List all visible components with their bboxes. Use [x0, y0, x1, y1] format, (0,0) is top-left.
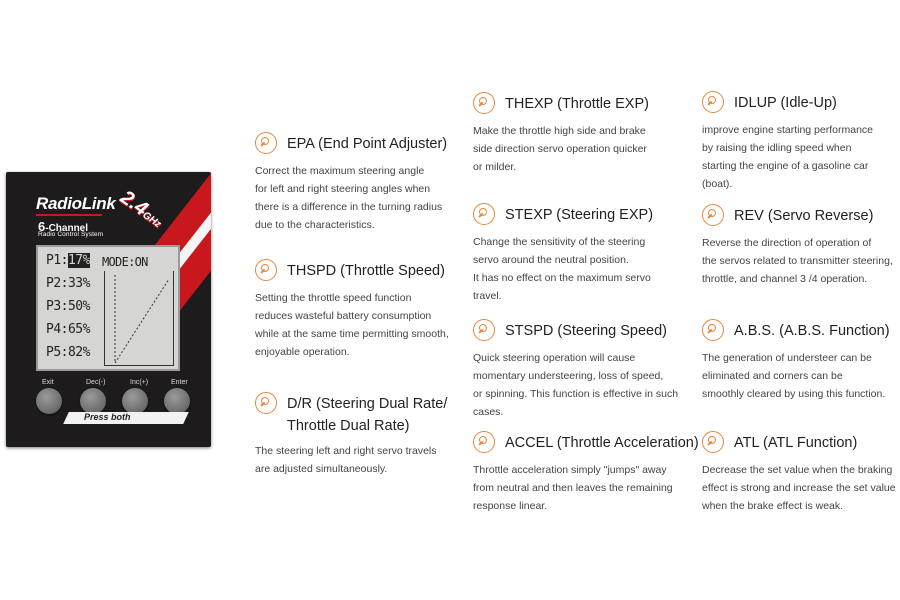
feature-idlup [702, 91, 892, 193]
search-icon [702, 431, 724, 453]
lcd-row [46, 299, 90, 314]
inc-button[interactable] [122, 388, 148, 414]
feature-title: A.B.S. (A.B.S. Function) [734, 323, 890, 339]
desc-line: travel. [473, 290, 502, 302]
dec-label: Dec(-) [86, 379, 106, 386]
lcd-row-label: P3: [46, 299, 68, 314]
desc-line: when the brake effect is weak. [702, 500, 844, 512]
desc-line: cases. [473, 406, 504, 418]
desc-line: or spinning. This function is effective in such [473, 388, 679, 400]
exit-button[interactable] [36, 388, 62, 414]
desc-line: The steering left and right servo travels [255, 445, 437, 457]
feature-description [473, 349, 693, 421]
feature-title: REV (Servo Reverse) [734, 208, 874, 224]
lcd-curve-graph [104, 271, 174, 366]
search-icon [473, 431, 495, 453]
search-icon [702, 319, 724, 341]
desc-line: throttle, and channel 3 /4 operation. [702, 273, 868, 285]
desc-line: The generation of understeer can be [702, 352, 872, 364]
desc-line: or milder. [473, 161, 517, 173]
desc-line: effect is strong and increase the set value [702, 482, 896, 494]
exit-label: Exit [42, 379, 54, 386]
feature-description [473, 461, 699, 515]
lcd-row-value: 33% [67, 276, 90, 291]
desc-line: due to the characteristics. [255, 219, 375, 231]
press-both-label: Press both [84, 412, 131, 422]
desc-line: (boat). [702, 178, 733, 190]
band-value: 2.4 [116, 186, 152, 221]
desc-line: are adjusted simultaneously. [255, 463, 388, 475]
search-icon [473, 92, 495, 114]
lcd-row [46, 276, 90, 291]
desc-line: response linear. [473, 500, 548, 512]
desc-line: Throttle acceleration simply "jumps" away [473, 464, 667, 476]
desc-line: smoothly cleared by using this function. [702, 388, 886, 400]
band-badge [116, 186, 168, 232]
channel-word: -Channel [45, 223, 89, 234]
desc-line: Correct the maximum steering angle [255, 165, 425, 177]
feature-description [255, 442, 455, 478]
band-unit: GHz [140, 209, 163, 231]
feature-title: THSPD (Throttle Speed) [287, 263, 445, 279]
lcd-row-label: P4: [46, 322, 68, 337]
feature-dr [255, 392, 455, 478]
feature-title: IDLUP (Idle-Up) [734, 95, 837, 111]
lcd-row-label: P1: [46, 253, 68, 268]
enter-label: Enter [171, 379, 188, 386]
feature-title: STEXP (Steering EXP) [505, 207, 654, 223]
feature-title: THEXP (Throttle EXP) [505, 96, 649, 112]
transmitter-panel [6, 172, 211, 447]
feature-rev [702, 204, 892, 288]
desc-line: Quick steering operation will cause [473, 352, 636, 364]
desc-line: Make the throttle high side and brake [473, 125, 646, 137]
desc-line: from neutral and then leaves the remaining [473, 482, 673, 494]
feature-description [473, 122, 693, 176]
lcd-row-value: 50% [67, 299, 90, 314]
feature-thspd [255, 259, 455, 361]
lcd-row-label: P2: [46, 276, 68, 291]
feature-accel [473, 431, 699, 515]
dec-button[interactable] [80, 388, 106, 414]
feature-title: EPA (End Point Adjuster) [287, 136, 448, 152]
desc-line: the servos related to transmitter steering, [702, 255, 893, 267]
brand-underline [36, 214, 102, 216]
search-icon [255, 132, 277, 154]
search-icon [473, 203, 495, 225]
desc-line: there is a difference in the turning radius [255, 201, 443, 213]
desc-line: by raising the idling speed when [702, 142, 852, 154]
feature-description [702, 234, 892, 288]
desc-line: Decrease the set value when the braking [702, 464, 893, 476]
inc-label: Inc(+) [130, 379, 149, 386]
system-label: Radio Control System [38, 231, 104, 238]
desc-line: while at the same time permitting smooth, [255, 328, 449, 340]
lcd-row [46, 322, 90, 337]
desc-line: reduces wasteful battery consumption [255, 310, 432, 322]
feature-epa [255, 132, 455, 234]
desc-line: for left and right steering angles when [255, 183, 431, 195]
search-icon [702, 204, 724, 226]
search-icon [255, 392, 277, 414]
desc-line: Setting the throttle speed function [255, 292, 412, 304]
desc-line: It has no effect on the maximum servo [473, 272, 651, 284]
feature-thexp [473, 92, 693, 176]
lcd-screen [36, 245, 180, 371]
feature-description [702, 121, 892, 193]
feature-description [255, 289, 455, 361]
lcd-row-value: 17% [67, 253, 90, 268]
desc-line: servo around the neutral position. [473, 254, 629, 266]
desc-line: momentary understeering, loss of speed, [473, 370, 664, 382]
lcd-mode: MODE:ON [102, 255, 148, 269]
feature-description [473, 233, 693, 305]
feature-abs [702, 319, 892, 403]
lcd-row-value: 82% [67, 345, 90, 360]
search-icon [702, 91, 724, 113]
brand-logo: RadioLink [36, 194, 116, 213]
lcd-row-label: P5: [46, 345, 68, 360]
feature-description [702, 349, 892, 403]
desc-line: eliminated and corners can be [702, 370, 843, 382]
search-icon [473, 319, 495, 341]
enter-button[interactable] [164, 388, 190, 414]
desc-line: starting the engine of a gasoline car [702, 160, 869, 172]
feature-description [255, 162, 455, 234]
feature-atl [702, 431, 896, 515]
feature-stspd [473, 319, 693, 421]
feature-title: ATL (ATL Function) [734, 435, 858, 451]
lcd-row [46, 253, 90, 268]
feature-stexp [473, 203, 693, 305]
desc-line: enjoyable operation. [255, 346, 350, 358]
feature-title: D/R (Steering Dual Rate/ Throttle Dual Rate) [287, 396, 448, 434]
desc-line: side direction servo operation quicker [473, 143, 647, 155]
curve-plot [105, 271, 173, 365]
desc-line: Reverse the direction of operation of [702, 237, 872, 249]
channel-number: 6 [38, 219, 46, 234]
feature-description [702, 461, 896, 515]
lcd-row-value: 65% [67, 322, 90, 337]
feature-title: STSPD (Steering Speed) [505, 323, 667, 339]
search-icon [255, 259, 277, 281]
feature-title: ACCEL (Throttle Acceleration) [505, 435, 699, 451]
desc-line: Change the sensitivity of the steering [473, 236, 646, 248]
desc-line: improve engine starting performance [702, 124, 874, 136]
lcd-row [46, 345, 90, 360]
